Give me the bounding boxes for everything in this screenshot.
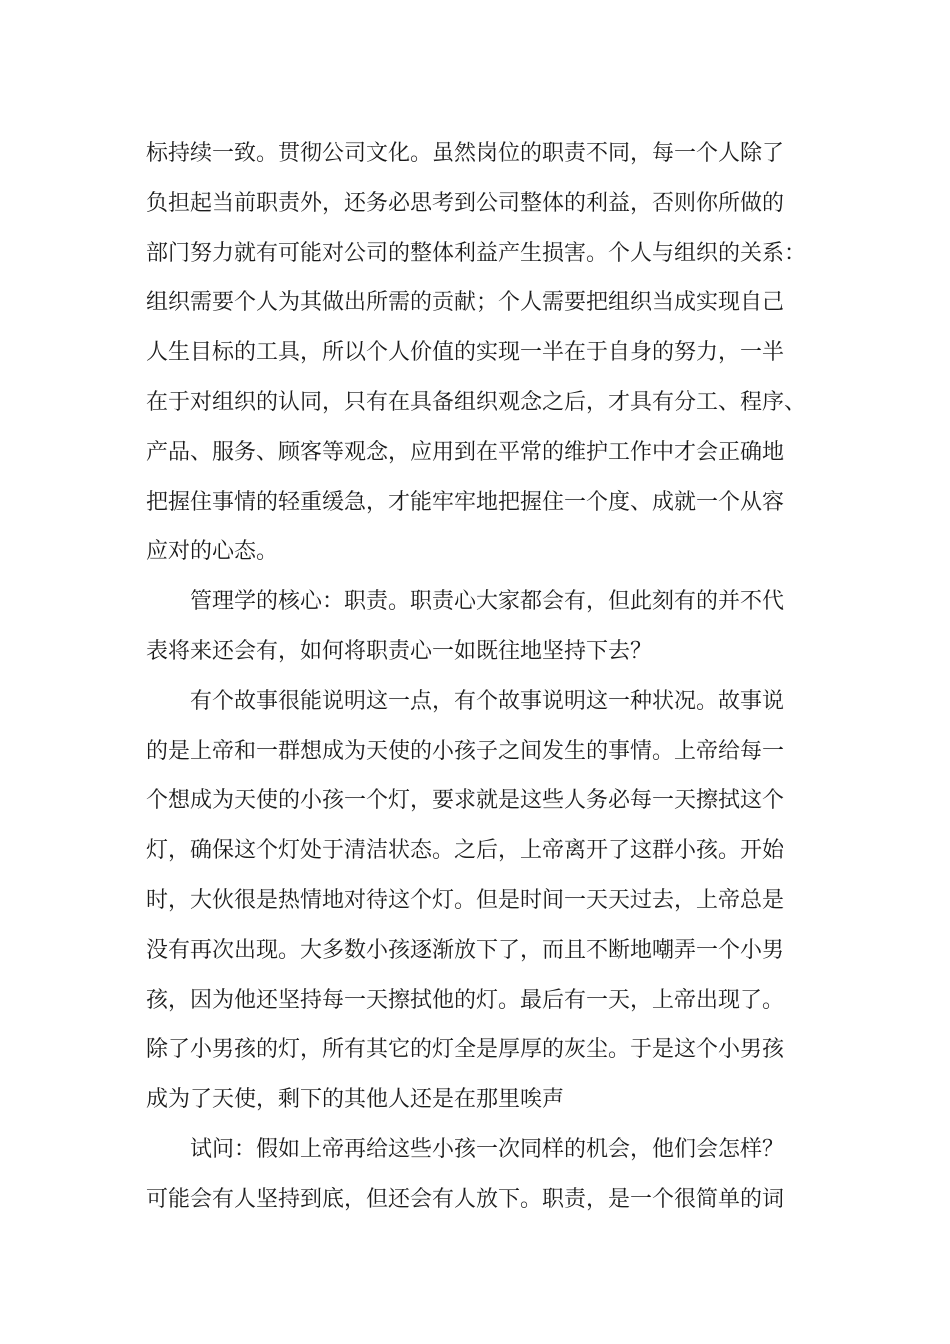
text-line: 除了小男孩的灯，所有其它的灯全是厚厚的灰尘。于是这个小男孩 bbox=[146, 1037, 785, 1063]
text-line: 可能会有人坚持到底，但还会有人放下。职责，是一个很简单的词 bbox=[146, 1186, 785, 1212]
text-line: 成为了天使，剩下的其他人还是在那里唉声 bbox=[146, 1087, 565, 1113]
text-line: 的是上帝和一群想成为天使的小孩子之间发生的事情。上帝给每一 bbox=[146, 738, 785, 764]
paragraph-first-line: 有个故事很能说明这一点，有个故事说明这一种状况。故事说 bbox=[190, 688, 785, 714]
body-text bbox=[146, 129, 810, 1225]
paragraph-first-line: 管理学的核心：职责。职责心大家都会有，但此刻有的并不代 bbox=[190, 589, 785, 615]
text-line: 没有再次出现。大多数小孩逐渐放下了，而且不断地嘲弄一个小男 bbox=[146, 937, 785, 963]
text-line: 灯，确保这个灯处于清洁状态。之后，上帝离开了这群小孩。开始 bbox=[146, 838, 785, 864]
text-line: 人生目标的工具，所以个人价值的实现一半在于自身的努力，一半 bbox=[146, 340, 785, 366]
text-line: 部门努力就有可能对公司的整体利益产生损害。个人与组织的关系： bbox=[146, 240, 807, 266]
text-line: 负担起当前职责外，还务必思考到公司整体的利益，否则你所做的 bbox=[146, 190, 785, 216]
paragraph-first-line: 试问：假如上帝再给这些小孩一次同样的机会，他们会怎样？ bbox=[190, 1136, 785, 1162]
text-line: 把握住事情的轻重缓急，才能牢牢地把握住一个度、成就一个从容 bbox=[146, 489, 785, 515]
text-line: 组织需要个人为其做出所需的贡献；个人需要把组织当成实现自己 bbox=[146, 290, 785, 316]
text-line: 孩，因为他还坚持每一天擦拭他的灯。最后有一天，上帝出现了。 bbox=[146, 987, 785, 1013]
text-line: 标持续一致。贯彻公司文化。虽然岗位的职责不同，每一个人除了 bbox=[146, 141, 785, 166]
text-line: 在于对组织的认同，只有在具备组织观念之后，才具有分工、程序、 bbox=[146, 389, 807, 415]
text-line: 时，大伙很是热情地对待这个灯。但是时间一天天过去，上帝总是 bbox=[146, 887, 785, 913]
text-line: 应对的心态。 bbox=[146, 539, 279, 565]
text-line: 产品、服务、顾客等观念，应用到在平常的维护工作中才会正确地 bbox=[146, 439, 785, 465]
text-line: 个想成为天使的小孩一个灯，要求就是这些人务必每一天擦拭这个 bbox=[146, 788, 785, 814]
text-line: 表将来还会有，如何将职责心一如既往地坚持下去？ bbox=[146, 638, 653, 664]
